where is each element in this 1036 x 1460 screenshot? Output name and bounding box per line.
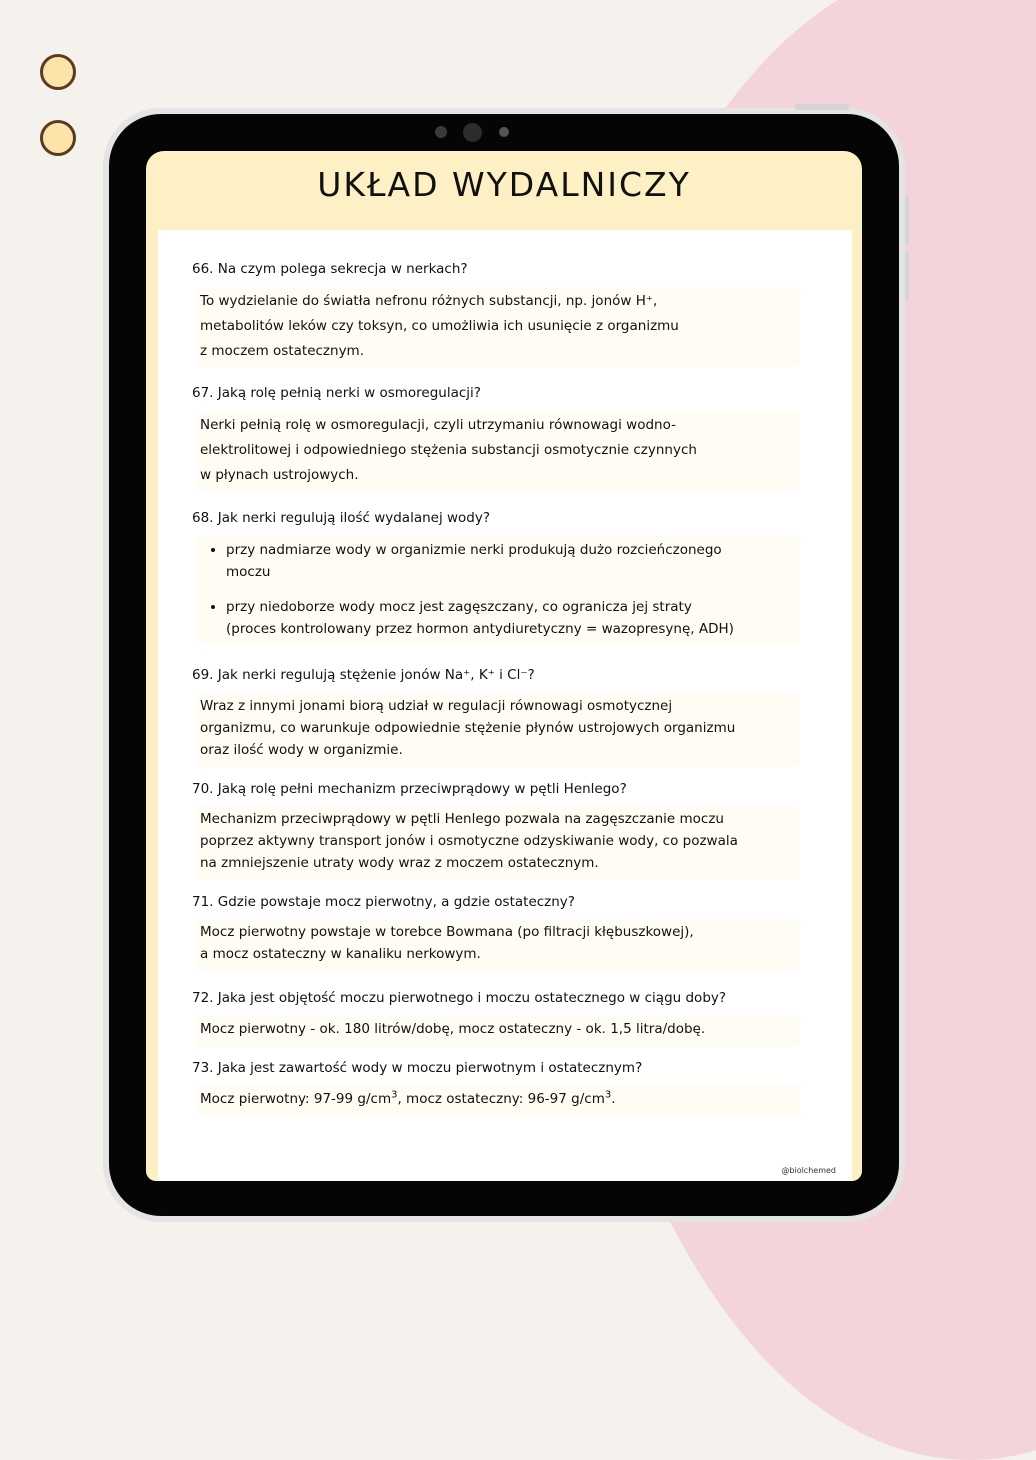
answer-line: na zmniejszenie utraty wody wraz z moczem ostatecznym. xyxy=(200,855,599,871)
answer-line: a mocz ostateczny w kanaliku nerkowym. xyxy=(200,946,481,962)
decorative-dot xyxy=(40,120,76,156)
answer-line: w płynach ustrojowych. xyxy=(200,467,359,483)
answer-66 xyxy=(196,287,800,367)
question-70: 70. Jaką rolę pełni mechanizm przeciwprądowy w pętli Henlego? xyxy=(192,781,627,797)
tablet-volume-up-button xyxy=(905,196,909,244)
answer-line: Mocz pierwotny - ok. 180 litrów/dobę, mocz ostateczny - ok. 1,5 litra/dobę. xyxy=(200,1021,706,1037)
answer-71 xyxy=(196,919,800,971)
answer-line: z moczem ostatecznym. xyxy=(200,343,364,359)
answer-line: poprzez aktywny transport jonów i osmotyczne odzyskiwanie wody, co pozwala xyxy=(200,833,738,849)
answer-69 xyxy=(196,693,800,767)
answer-line: organizmu, co warunkuje odpowiednie stężenie płynów ustrojowych organizmu xyxy=(200,720,736,736)
author-credit: @biolchemed xyxy=(781,1166,836,1175)
answer-line: Mechanizm przeciwprądowy w pętli Henlego pozwala na zagęszczanie moczu xyxy=(200,811,724,827)
camera-flash xyxy=(499,127,509,137)
note-page[interactable] xyxy=(158,230,852,1181)
question-66: 66. Na czym polega sekrecja w nerkach? xyxy=(192,261,468,277)
tablet-volume-down-button xyxy=(905,252,909,300)
answer-70 xyxy=(196,806,800,880)
bullet-item: • przy nadmiarze wody w organizmie nerki produkują dużo rozcieńczonego moczu xyxy=(226,539,796,583)
answer-line: oraz ilość wody w organizmie. xyxy=(200,742,403,758)
camera-lens xyxy=(463,123,482,142)
answer-line: Mocz pierwotny: 97-99 $g/cm^3$, mocz ostateczny: 96-97 $g/cm^3$. xyxy=(200,1089,616,1107)
tablet-screen xyxy=(146,151,862,1181)
question-67: 67. Jaką rolę pełnią nerki w osmoregulacji? xyxy=(192,385,481,401)
page-title: UKŁAD WYDALNICZY xyxy=(317,165,691,204)
question-68: 68. Jak nerki regulują ilość wydalanej wody? xyxy=(192,510,491,526)
decorative-dot xyxy=(40,54,76,90)
answer-line: metabolitów leków czy toksyn, co umożliwia ich usunięcie z organizmu xyxy=(200,318,679,334)
answer-73 xyxy=(196,1085,800,1117)
bullet-item: • przy niedoborze wody mocz jest zagęszczany, co ogranicza jej straty (proces kontrolowany przez hormon antydiuretyczny = wazopresynę, ADH) xyxy=(226,596,796,640)
answer-line: Mocz pierwotny powstaje w torebce Bowmana (po filtracji kłębuszkowej), xyxy=(200,924,694,940)
answer-67 xyxy=(196,411,800,491)
question-72: 72. Jaka jest objętość moczu pierwotnego i moczu ostatecznego w ciągu doby? xyxy=(192,990,727,1006)
answer-line: Nerki pełnią rolę w osmoregulacji, czyli utrzymaniu równowagi wodno- xyxy=(200,417,676,433)
answer-line: elektrolitowej i odpowiedniego stężenia substancji osmotycznie czynnych xyxy=(200,442,697,458)
tablet-power-button xyxy=(795,104,849,110)
answer-line: Wraz z innymi jonami biorą udział w regulacji równowagi osmotycznej xyxy=(200,698,673,714)
question-71: 71. Gdzie powstaje mocz pierwotny, a gdzie ostateczny? xyxy=(192,894,575,910)
bullet-list xyxy=(200,539,796,640)
question-73: 73. Jaka jest zawartość wody w moczu pierwotnym i ostatecznym? xyxy=(192,1060,643,1076)
answer-68 xyxy=(196,535,800,645)
question-69: 69. Jak nerki regulują stężenie jonów Na⁺, K⁺ i Cl⁻? xyxy=(192,667,535,683)
camera-sensor xyxy=(435,126,447,138)
answer-72 xyxy=(196,1015,800,1047)
answer-line: To wydzielanie do światła nefronu różnych substancji, np. jonów H⁺, xyxy=(200,293,658,309)
